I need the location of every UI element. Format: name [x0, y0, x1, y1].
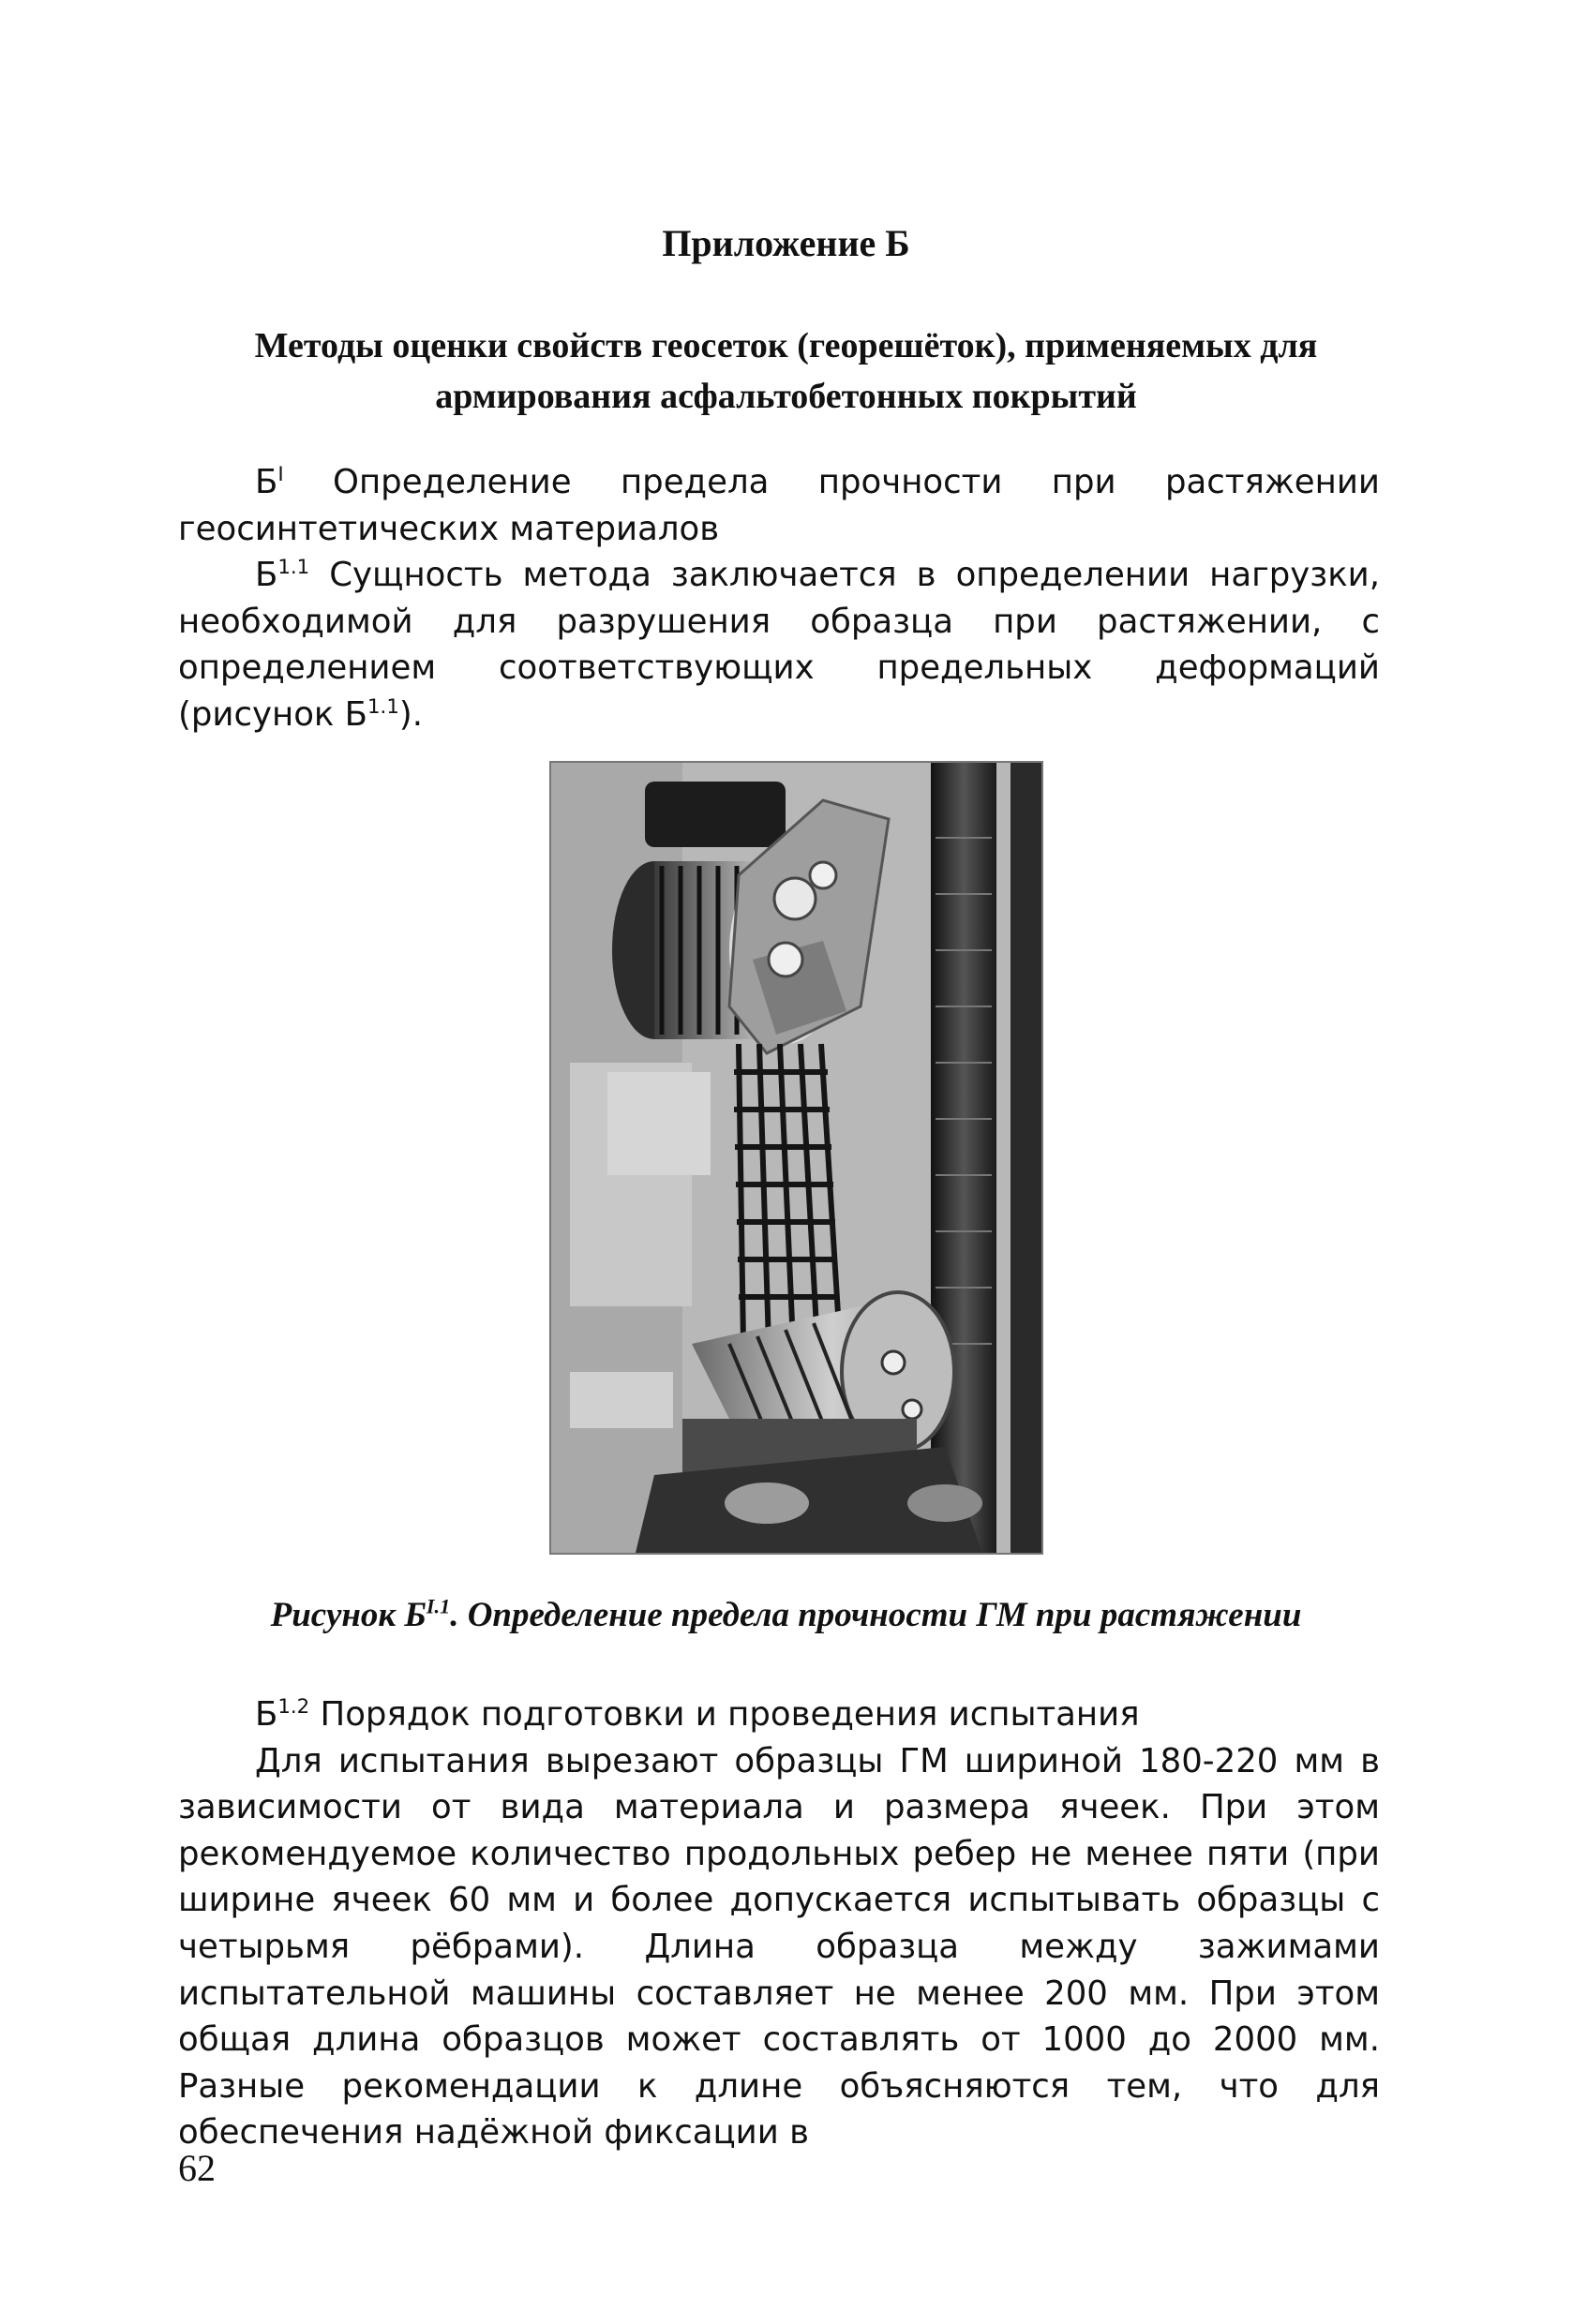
- tensile-test-machine-photo: [549, 761, 1043, 1555]
- body-text-bottom: [178, 1691, 1380, 2156]
- section-ref-sup: 1.1: [277, 556, 310, 580]
- figure-ref-sup: 1.1: [367, 695, 399, 720]
- section-b11-text: Сущность метода заключается в определении нагрузки, необходимой для разрушения образца при растяжении, с определением соответствующих предельных деформаций (рисунок Б: [178, 556, 1380, 734]
- caption-sup: I.1: [426, 1594, 451, 1618]
- section-ref-sup: 1.2: [277, 1695, 310, 1720]
- section-b1-heading: [178, 459, 1380, 552]
- appendix-title: Приложение Б: [662, 222, 910, 264]
- section-b1-text: Определение предела прочности при растяжении геосинтетических материалов: [178, 463, 1380, 548]
- section-b11-tail: ).: [398, 694, 424, 734]
- section-b11-paragraph: [178, 552, 1380, 737]
- test-procedure-paragraph: Для испытания вырезают образцы ГМ шириной 180-220 мм в зависимости от вида материала и размера ячеек. При этом рекомендуемое количество продольных ребер не менее пяти (при ширине ячеек 60 мм и более допускается испытывать образцы с четырьмя рёбрами). Длина образца между зажимами испытательной машины составляет не менее 200 мм. При этом общая длина образцов может составлять от 1000 до 2000 мм. Разные рекомендации к длине объясняются тем, что для обеспечения надёжной фиксации в: [178, 1741, 1380, 2153]
- caption-prefix: Рисунок Б: [270, 1596, 427, 1634]
- figure-caption: [0, 1595, 1572, 1635]
- caption-text: . Определение предела прочности ГМ при растяжении: [450, 1596, 1302, 1634]
- section-ref: Б: [255, 1695, 278, 1734]
- page-number: 62: [178, 2147, 216, 2189]
- section-title: Методы оценки свойств геосеток (георешёток), применяемых для армирования асфальтобетонных покрытий: [254, 326, 1318, 416]
- section-ref: Б: [255, 463, 278, 501]
- section-b12-text: Порядок подготовки и проведения испытания: [309, 1695, 1140, 1734]
- section-ref: Б: [255, 556, 278, 595]
- body-text-top: [178, 459, 1380, 738]
- section-ref-sup: I: [277, 463, 284, 487]
- section-b12-heading: [178, 1691, 1380, 1738]
